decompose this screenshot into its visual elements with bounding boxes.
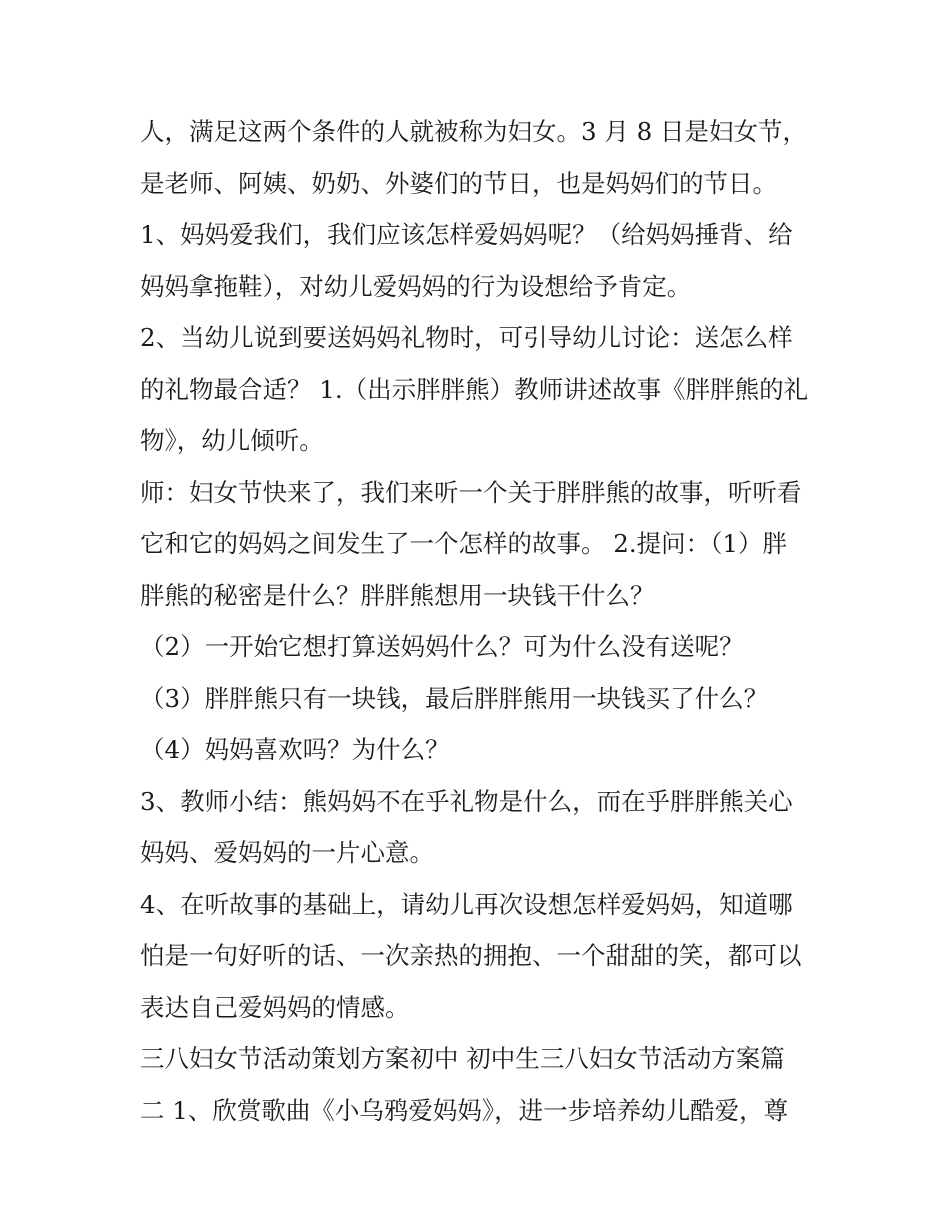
text-line: 2、当幼儿说到要送妈妈礼物时，可引导幼儿讨论：送怎么样	[140, 323, 793, 352]
text-line: 1、妈妈爱我们，我们应该怎样爱妈妈呢？（给妈妈捶背、给	[140, 220, 793, 249]
text-line: 表达自己爱妈妈的情感。	[140, 992, 410, 1022]
text-line: 的礼物最合适？ 1.（出示胖胖熊）教师讲述故事《胖胖熊的礼	[140, 374, 809, 404]
text-line: 4、在听故事的基础上，请幼儿再次设想怎样爱妈妈，知道哪	[140, 889, 793, 919]
text-line: 怕是一句好听的话、一次亲热的拥抱、一个甜甜的笑，都可以	[140, 941, 802, 970]
body-text	[140, 106, 830, 1136]
text-line: 胖熊的秘密是什么？胖胖熊想用一块钱干什么？	[140, 580, 655, 610]
text-line: 师：妇女节快来了，我们来听一个关于胖胖熊的故事，听听看	[140, 477, 802, 507]
text-line: 它和它的妈妈之间发生了一个怎样的故事。 2.提问：（1）胖	[140, 529, 787, 558]
text-line: （3）胖胖熊只有一块钱，最后胖胖熊用一块钱买了什么？	[140, 683, 769, 713]
text-line: 二 1、欣赏歌曲《小乌鸦爱妈妈》，进一步培养幼儿酷爱，尊	[140, 1095, 789, 1125]
text-line: 妈妈、爱妈妈的一片心意。	[140, 838, 434, 867]
text-line: 物》，幼儿倾听。	[140, 426, 324, 455]
text-line: 妈妈拿拖鞋），对幼儿爱妈妈的行为设想给予肯定。	[140, 271, 692, 301]
text-line: （2）一开始它想打算送妈妈什么？可为什么没有送呢？	[140, 632, 744, 661]
text-line: 3、教师小结：熊妈妈不在乎礼物是什么，而在乎胖胖熊关心	[140, 786, 793, 816]
text-line: 三八妇女节活动策划方案初中 初中生三八妇女节活动方案篇	[140, 1044, 785, 1073]
text-line: （4）妈妈喜欢吗？为什么？	[140, 735, 450, 764]
text-line: 是老师、阿姨、奶奶、外婆们的节日，也是妈妈们的节日。	[140, 168, 777, 198]
text-line: 人，满足这两个条件的人就被称为妇女。3 月 8 日是妇女节，	[140, 117, 808, 146]
